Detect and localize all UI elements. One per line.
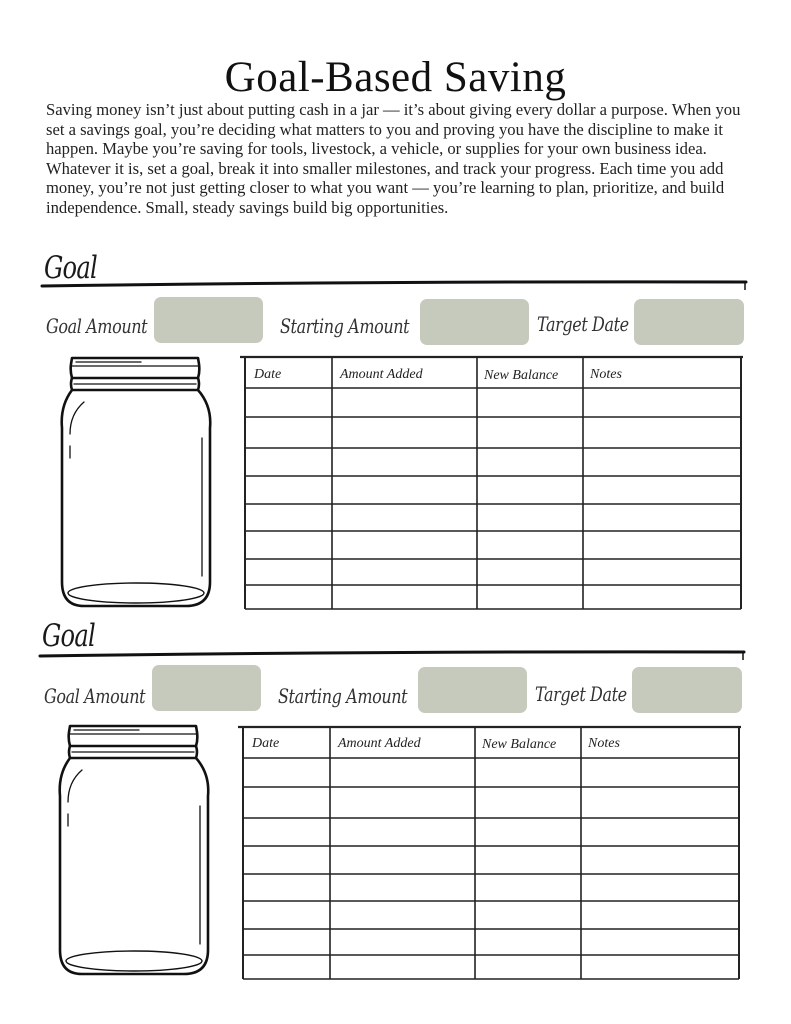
column-header-date: Date — [252, 736, 280, 751]
target-date-field[interactable] — [632, 667, 742, 713]
target-date-label: Target Date — [535, 682, 627, 706]
goal-section-2 — [0, 618, 791, 978]
column-header-notes: Notes — [588, 736, 620, 751]
goal-amount-label: Goal Amount — [46, 314, 148, 338]
column-header-notes: Notes — [590, 367, 622, 382]
column-header-amount-added: Amount Added — [338, 736, 421, 751]
intro-paragraph: Saving money isn’t just about putting cash in a jar — it’s about giving every dollar a purpose. When you set a savings goal, you’re deciding what matters to you and proving you have the discipline to make it happen. Maybe you’re saving for tools, livestock, a vehicle, or supplies for your own business idea. Whatever it is, set a goal, break it into smaller milestones, and track your progress. Each time you add money, you’re not just getting closer to what you want — you’re learning to plan, prioritize, and build independence. Small, steady savings build big opportunities. — [46, 100, 741, 217]
starting-amount-label: Starting Amount — [280, 314, 410, 338]
column-header-date: Date — [254, 367, 282, 382]
goal-heading: Goal — [42, 618, 95, 654]
goal-amount-label: Goal Amount — [44, 684, 146, 708]
page-title: Goal-Based Saving — [224, 54, 567, 101]
goal-amount-field[interactable] — [152, 665, 261, 711]
goal-amount-field[interactable] — [154, 297, 263, 343]
column-header-amount-added: Amount Added — [340, 367, 423, 382]
goal-section-1 — [0, 250, 791, 610]
column-header-new-balance: New Balance — [482, 737, 557, 752]
starting-amount-field[interactable] — [420, 299, 529, 345]
column-header-new-balance: New Balance — [484, 368, 559, 383]
goal-divider — [38, 278, 750, 290]
savings-log-table[interactable] — [238, 724, 744, 980]
savings-log-table[interactable] — [240, 354, 746, 610]
starting-amount-label: Starting Amount — [278, 684, 408, 708]
mason-jar-icon — [54, 722, 214, 978]
goal-divider — [36, 648, 748, 660]
goal-heading: Goal — [44, 250, 97, 286]
mason-jar-icon — [56, 354, 216, 610]
target-date-field[interactable] — [634, 299, 744, 345]
target-date-label: Target Date — [537, 312, 629, 336]
starting-amount-field[interactable] — [418, 667, 527, 713]
